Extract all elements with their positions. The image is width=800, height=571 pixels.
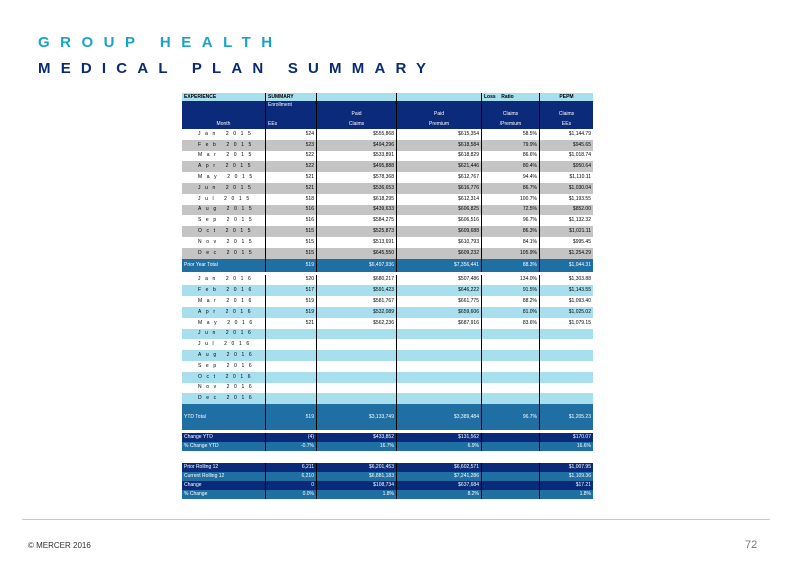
table-cell: Aug 2016 [198, 352, 257, 359]
footer-divider [22, 519, 770, 520]
table-row-2015 [182, 183, 593, 194]
copyright-text: © MERCER 2016 [28, 541, 91, 550]
table-row-2016 [182, 339, 593, 350]
table-cell [316, 339, 396, 350]
table-row-2016 [182, 318, 593, 329]
table-cell: 83.6% [481, 318, 539, 329]
table-cell: $581,767 [316, 296, 396, 307]
table-cell: 523 [265, 140, 316, 151]
table-cell: $1,018.74 [539, 151, 593, 162]
table-cell [539, 350, 593, 361]
prior-year-total-row [182, 259, 593, 272]
table-cell: $618,584 [396, 140, 481, 151]
table-cell: $1,007.95 [539, 463, 593, 472]
table-cell: 84.1% [481, 237, 539, 248]
table-cell [316, 93, 396, 101]
table-cell: 517 [265, 285, 316, 296]
table-cell: Apr 2015 [198, 163, 256, 170]
table-cell: 134.0% [481, 275, 539, 286]
table-cell: 519 [265, 259, 316, 272]
table-cell: 516 [265, 215, 316, 226]
table-cell: YTD Total [184, 413, 206, 420]
table-cell: $950.64 [539, 161, 593, 172]
table-cell: Oct 2016 [198, 373, 256, 380]
table-cell [182, 110, 265, 119]
ratio-label: Ratio [501, 93, 514, 100]
table-cell [396, 383, 481, 394]
table-cell: $1,079.15 [539, 318, 593, 329]
table-cell: $1,030.04 [539, 183, 593, 194]
table-cell: EEs [539, 119, 593, 129]
table-cell: May 2015 [198, 174, 257, 181]
table-cell: 520 [265, 275, 316, 286]
table-cell: $661,775 [396, 296, 481, 307]
table-cell [481, 490, 539, 499]
table-cell: $170.07 [539, 433, 593, 442]
table-cell: $555,868 [316, 129, 396, 140]
table-cell: 88.2% [481, 296, 539, 307]
table-cell: 6,210 [265, 472, 316, 481]
table-cell: Change [184, 482, 202, 489]
table-cell: Premium [396, 119, 481, 129]
table-header-row-1 [182, 101, 593, 110]
table-cell: Jan 2015 [198, 130, 256, 137]
table-row-2015 [182, 248, 593, 259]
table-cell: $621,446 [396, 161, 481, 172]
table-cell: $1,193.55 [539, 194, 593, 205]
table-cell [396, 329, 481, 340]
table-cell: 6,211 [265, 463, 316, 472]
table-cell [316, 383, 396, 394]
table-cell [481, 481, 539, 490]
table-cell: 515 [265, 248, 316, 259]
table-row-2015 [182, 215, 593, 226]
table-row-2016 [182, 275, 593, 286]
table-cell: Oct 2015 [198, 228, 256, 235]
table-cell: (4) [265, 433, 316, 442]
table-cell [539, 329, 593, 340]
table-cell: 516 [265, 205, 316, 216]
table-cell: Dec 2016 [198, 395, 257, 402]
table-cell: % Change [184, 491, 208, 498]
table-cell: 16.7% [316, 442, 396, 451]
table-cell: Jun 2016 [198, 330, 256, 337]
table-cell: 524 [265, 129, 316, 140]
table-cell: $645,550 [316, 248, 396, 259]
table-cell: $3,133,749 [316, 404, 396, 430]
table-cell: Month [216, 120, 231, 127]
table-cell: 519 [265, 404, 316, 430]
table-cell [481, 350, 539, 361]
table-cell [396, 339, 481, 350]
medical-plan-summary-table [182, 93, 593, 537]
table-cell [481, 393, 539, 404]
table-cell: May 2016 [198, 319, 257, 326]
table-cell [396, 101, 481, 110]
table-cell [316, 329, 396, 340]
table-cell: 80.4% [481, 161, 539, 172]
table-cell: $615,354 [396, 129, 481, 140]
title-group-health: GROUP HEALTH [38, 34, 283, 51]
table-row-2015 [182, 161, 593, 172]
table-cell: $680,217 [316, 275, 396, 286]
table-cell: $612,767 [396, 172, 481, 183]
table-cell [396, 350, 481, 361]
table-cell: $1,110.11 [539, 172, 593, 183]
table-cell: $6,881,183 [316, 472, 396, 481]
table-cell: $610,793 [396, 237, 481, 248]
change-ytd-row [182, 433, 593, 442]
table-cell: $6,201,453 [316, 463, 396, 472]
table-cell: SUMMARY [265, 93, 316, 101]
table-cell [396, 361, 481, 372]
table-cell: $612,314 [396, 194, 481, 205]
table-cell: $616,776 [396, 183, 481, 194]
table-cell [396, 93, 481, 101]
table-cell: EXPERIENCE [184, 93, 217, 100]
table-cell: Change YTD [184, 434, 213, 441]
table-cell: Claims [481, 110, 539, 119]
table-cell: Paid [396, 110, 481, 119]
table-cell: Current Rolling 12 [184, 473, 225, 480]
table-cell: $495,888 [316, 161, 396, 172]
table-cell: 105.9% [481, 248, 539, 259]
table-cell: $532,089 [316, 307, 396, 318]
rolling-row [182, 463, 593, 472]
title-medical-plan-summary: MEDICAL PLAN SUMMARY [38, 60, 437, 77]
table-cell: Prior Year Total [184, 261, 218, 268]
table-cell [481, 383, 539, 394]
table-row-2015 [182, 129, 593, 140]
table-cell: Nov 2016 [198, 384, 257, 391]
table-cell: $507,486 [396, 275, 481, 286]
table-row-2016 [182, 372, 593, 383]
table-cell: $995.45 [539, 237, 593, 248]
table-row-2016 [182, 296, 593, 307]
table-cell: Claims [539, 110, 593, 119]
table-cell [539, 372, 593, 383]
table-cell [316, 372, 396, 383]
table-cell: Sep 2016 [198, 362, 257, 369]
table-cell: $578,368 [316, 172, 396, 183]
table-cell: 96.7% [481, 215, 539, 226]
table-cell: Jan 2016 [198, 276, 256, 283]
table-cell: 86.3% [481, 226, 539, 237]
table-cell: $131,562 [396, 433, 481, 442]
table-row-2015 [182, 237, 593, 248]
table-cell: $1,144.79 [539, 129, 593, 140]
table-cell: 515 [265, 237, 316, 248]
table-cell: $17.21 [539, 481, 593, 490]
table-cell [316, 393, 396, 404]
table-cell: 521 [265, 318, 316, 329]
table-row-2016 [182, 393, 593, 404]
table-header-row-3 [182, 119, 593, 129]
table-cell: $609,688 [396, 226, 481, 237]
rolling-row [182, 472, 593, 481]
table-cell [481, 101, 539, 110]
table-cell [481, 463, 539, 472]
table-cell [481, 339, 539, 350]
table-cell: Aug 2015 [198, 206, 257, 213]
table-cell: 518 [265, 194, 316, 205]
table-cell: 1.8% [316, 490, 396, 499]
table-cell: /Premium [481, 119, 539, 129]
table-cell: Mar 2015 [198, 152, 256, 159]
table-cell: 96.7% [481, 404, 539, 430]
table-cell: $606,825 [396, 205, 481, 216]
table-cell: 515 [265, 226, 316, 237]
table-row-2016 [182, 350, 593, 361]
table-cell: 0.0% [265, 490, 316, 499]
table-cell: $1,093.40 [539, 296, 593, 307]
table-cell: $494,296 [316, 140, 396, 151]
table-cell: 522 [265, 151, 316, 162]
table-cell: $1,025.02 [539, 307, 593, 318]
table-cell: Jul 2015 [198, 195, 254, 202]
table-cell: $513,691 [316, 237, 396, 248]
table-cell [539, 101, 593, 110]
table-cell: Feb 2016 [198, 287, 256, 294]
table-row-2016 [182, 285, 593, 296]
table-cell: Paid [316, 110, 396, 119]
table-cell: $687,916 [396, 318, 481, 329]
table-cell: $637,684 [396, 481, 481, 490]
table-cell: 86.6% [481, 151, 539, 162]
table-cell: $1,132.32 [539, 215, 593, 226]
table-cell: Jun 2015 [198, 184, 256, 191]
table-cell [481, 433, 539, 442]
table-cell: 522 [265, 161, 316, 172]
loss-label: Loss [484, 93, 496, 100]
table-cell [265, 361, 316, 372]
table-cell: 79.9% [481, 140, 539, 151]
table-cell: 6.9% [396, 442, 481, 451]
table-cell [481, 472, 539, 481]
table-cell [182, 101, 265, 110]
table-cell: $606,516 [396, 215, 481, 226]
table-row-2015 [182, 151, 593, 162]
table-cell: 0 [265, 481, 316, 490]
table-top-header [182, 93, 593, 101]
table-cell: Mar 2016 [198, 298, 256, 305]
table-cell: $6,497,936 [316, 259, 396, 272]
table-cell: Enrollment [265, 101, 316, 110]
table-cell [481, 442, 539, 451]
table-cell [396, 393, 481, 404]
table-cell: $7,241,286 [396, 472, 481, 481]
table-cell [265, 350, 316, 361]
ytd-total-row [182, 404, 593, 430]
table-row-2015 [182, 172, 593, 183]
table-cell: $1,021.11 [539, 226, 593, 237]
table-cell [481, 372, 539, 383]
table-cell: 521 [265, 172, 316, 183]
table-cell [396, 372, 481, 383]
table-cell: PEPM [539, 93, 593, 101]
table-cell: $1,044.31 [539, 259, 593, 272]
table-cell [265, 339, 316, 350]
table-cell: 16.6% [539, 442, 593, 451]
table-cell: 1.8% [539, 490, 593, 499]
table-cell: Apr 2016 [198, 308, 256, 315]
table-gap [182, 451, 593, 463]
table-cell: Jul 2016 [198, 341, 254, 348]
table-cell: % Change YTD [184, 443, 219, 450]
table-cell: 100.7% [481, 194, 539, 205]
table-cell: 86.7% [481, 183, 539, 194]
table-cell: $1,143.55 [539, 285, 593, 296]
table-cell [265, 393, 316, 404]
table-cell: Nov 2015 [198, 238, 257, 245]
table-cell: $1,109.36 [539, 472, 593, 481]
table-cell [539, 361, 593, 372]
table-cell: Sep 2015 [198, 217, 257, 224]
table-cell: $439,633 [316, 205, 396, 216]
table-cell: $108,734 [316, 481, 396, 490]
table-cell [265, 110, 316, 119]
page-number: 72 [745, 539, 758, 551]
table-cell: 72.5% [481, 205, 539, 216]
table-cell: $659,606 [396, 307, 481, 318]
table-cell: $945.65 [539, 140, 593, 151]
table-cell: -0.7% [265, 442, 316, 451]
table-cell: 8.2% [396, 490, 481, 499]
table-cell: $1,303.88 [539, 275, 593, 286]
rolling-row [182, 490, 593, 499]
table-row-2016 [182, 329, 593, 340]
table-cell [265, 372, 316, 383]
table-cell: Dec 2015 [198, 249, 257, 256]
table-cell: $525,873 [316, 226, 396, 237]
table-cell: $7,356,441 [396, 259, 481, 272]
pct-change-ytd-row [182, 442, 593, 451]
table-cell: $1,205.23 [539, 404, 593, 430]
table-cell: 94.4% [481, 172, 539, 183]
table-row-2016 [182, 307, 593, 318]
table-cell: $562,236 [316, 318, 396, 329]
table-cell: $609,232 [396, 248, 481, 259]
table-cell: $3,389,484 [396, 404, 481, 430]
table-cell: $1,254.29 [539, 248, 593, 259]
rolling-row [182, 481, 593, 490]
table-row-2015 [182, 194, 593, 205]
table-cell [316, 361, 396, 372]
table-cell: $533,891 [316, 151, 396, 162]
table-cell: Feb 2015 [198, 141, 256, 148]
table-cell: $618,829 [396, 151, 481, 162]
table-cell [316, 101, 396, 110]
table-cell [539, 339, 593, 350]
table-cell [539, 393, 593, 404]
table-cell: 521 [265, 183, 316, 194]
table-cell [481, 329, 539, 340]
table-cell [481, 361, 539, 372]
table-cell: EEs [265, 119, 316, 129]
table-row-2015 [182, 140, 593, 151]
table-cell: Claims [316, 119, 396, 129]
table-cell: $591,423 [316, 285, 396, 296]
table-cell: $852.00 [539, 205, 593, 216]
table-cell: $536,653 [316, 183, 396, 194]
table-cell: $646,222 [396, 285, 481, 296]
table-cell: $584,275 [316, 215, 396, 226]
table-header-row-2 [182, 110, 593, 119]
table-cell [265, 329, 316, 340]
table-row-2016 [182, 383, 593, 394]
table-row-2015 [182, 226, 593, 237]
table-cell [481, 93, 539, 101]
table-cell: 81.0% [481, 307, 539, 318]
table-cell: 58.5% [481, 129, 539, 140]
table-cell: 519 [265, 296, 316, 307]
table-cell [265, 383, 316, 394]
table-row-2016 [182, 361, 593, 372]
table-cell: 88.3% [481, 259, 539, 272]
table-cell: 519 [265, 307, 316, 318]
table-cell [316, 350, 396, 361]
table-cell: Prior Rolling 12 [184, 464, 219, 471]
table-cell [539, 383, 593, 394]
table-cell: 91.5% [481, 285, 539, 296]
table-cell: $433,852 [316, 433, 396, 442]
table-row-2015 [182, 205, 593, 216]
table-cell: $618,295 [316, 194, 396, 205]
table-cell: $6,602,571 [396, 463, 481, 472]
